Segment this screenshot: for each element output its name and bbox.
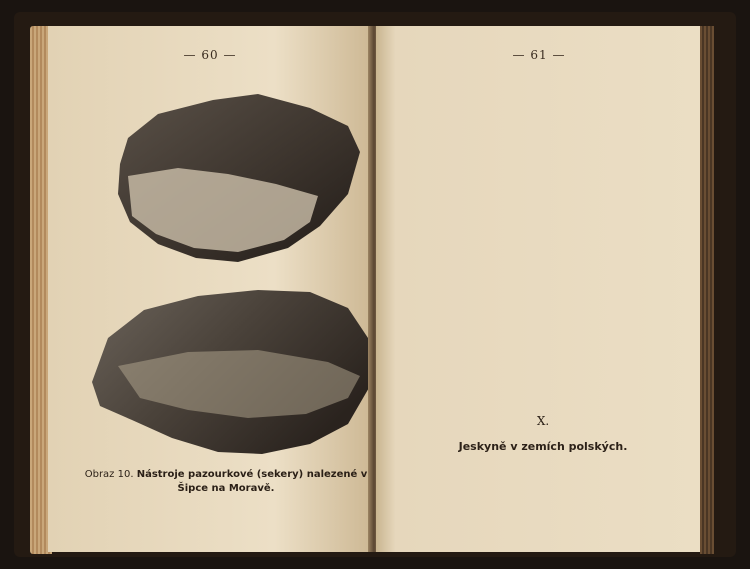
right-page-number: — 61 —: [512, 48, 566, 62]
upper-stone-tool: [118, 94, 360, 262]
caption-prefix: Obraz 10.: [84, 469, 134, 480]
figure-caption: [76, 468, 376, 496]
right-page-edges: [700, 26, 714, 554]
caption-text: Nástroje pazourkové (sekery) nalezené v Šipce na Moravě.: [136, 469, 368, 494]
section-title: Jeskyně v zemích polských.: [458, 440, 628, 453]
stone-tools-illustration: [48, 26, 372, 466]
lower-stone-tool: [92, 290, 370, 454]
left-page-number: — 60 —: [183, 48, 237, 62]
chapter-number: X.: [536, 414, 550, 428]
right-page: [376, 26, 702, 552]
left-page: [48, 26, 372, 552]
